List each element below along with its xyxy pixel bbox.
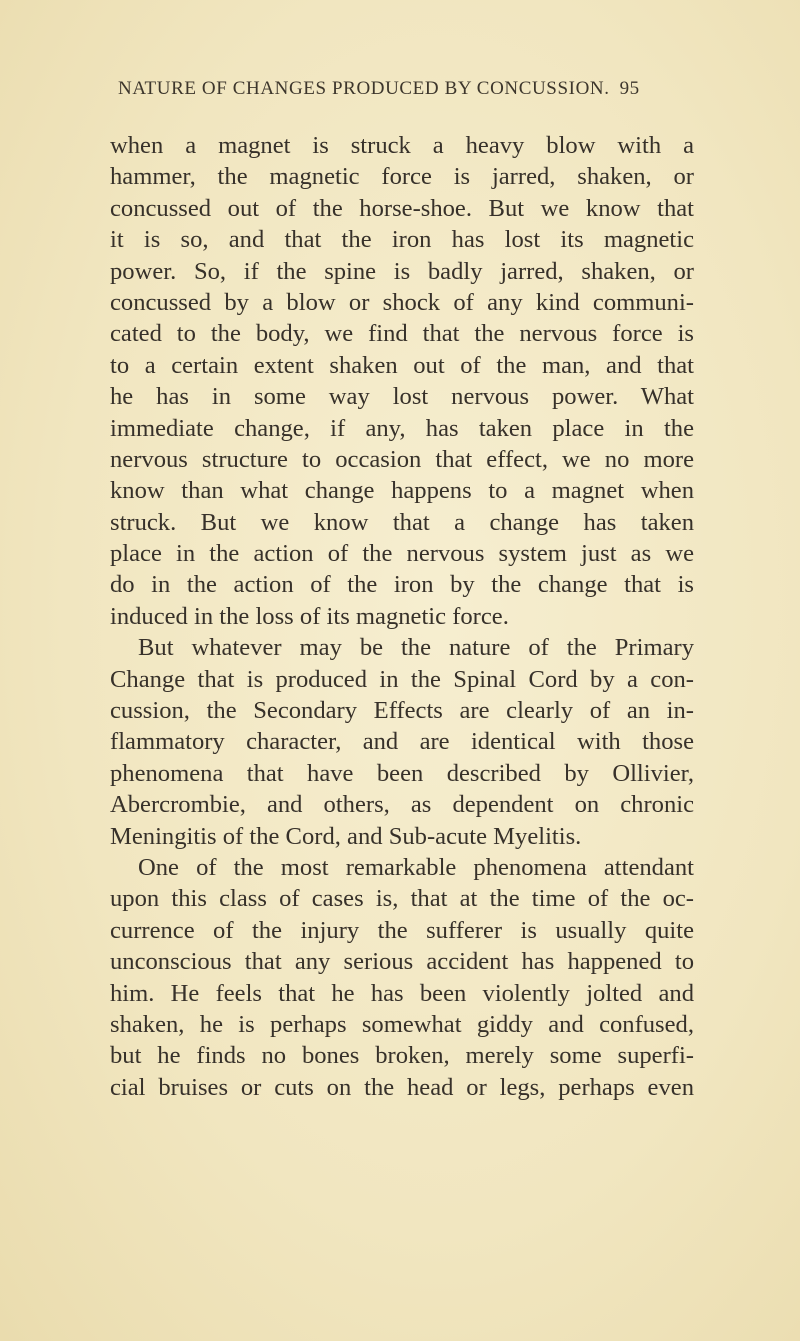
- text-line: shaken, he is perhaps somewhat giddy and confused,: [110, 1010, 694, 1038]
- paragraph-end-line: Meningitis of the Cord, and Sub-acute Myelitis.: [110, 822, 582, 850]
- text-line: cussion, the Secondary Effects are clearly of an in-: [110, 697, 694, 725]
- text-line: unconscious that any serious accident has happened to: [110, 948, 694, 976]
- running-head-title: NATURE OF CHANGES PRODUCED BY CONCUSSION.: [118, 78, 610, 99]
- running-head: [118, 78, 688, 100]
- text-line: place in the action of the nervous system just as we: [110, 540, 694, 568]
- text-line: cial bruises or cuts on the head or legs, perhaps even: [110, 1073, 694, 1101]
- page-number: 95: [619, 78, 640, 99]
- text-line: hammer, the magnetic force is jarred, shaken, or: [110, 163, 694, 191]
- text-line: he has in some way lost nervous power. What: [110, 383, 694, 411]
- text-line: immediate change, if any, has taken place in the: [110, 414, 694, 442]
- text-line: phenomena that have been described by Ollivier,: [110, 759, 694, 787]
- text-line: currence of the injury the sufferer is usually quite: [110, 916, 694, 944]
- text-line: it is so, and that the iron has lost its magnetic: [110, 226, 694, 254]
- text-line: struck. But we know that a change has taken: [110, 508, 694, 536]
- text-line: upon this class of cases is, that at the time of the oc-: [110, 885, 694, 913]
- paragraph-end-line: induced in the loss of its magnetic force.: [110, 602, 509, 630]
- text-line: nervous structure to occasion that effect, we no more: [110, 445, 694, 473]
- text-line: cated to the body, we find that the nervous force is: [110, 320, 694, 348]
- text-line: but he finds no bones broken, merely some superfi-: [110, 1042, 694, 1070]
- paragraph-start-line: One of the most remarkable phenomena attendant: [138, 853, 694, 881]
- text-line: Change that is produced in the Spinal Cord by a con-: [110, 665, 694, 693]
- paragraph-start-line: But whatever may be the nature of the Primary: [138, 634, 694, 662]
- text-line: Abercrombie, and others, as dependent on chronic: [110, 791, 694, 819]
- text-line: concussed out of the horse-shoe. But we know that: [110, 194, 694, 222]
- text-line: concussed by a blow or shock of any kind communi-: [110, 288, 694, 316]
- text-line: do in the action of the iron by the change that is: [110, 571, 694, 599]
- text-line: when a magnet is struck a heavy blow with a: [110, 132, 694, 159]
- text-line: him. He feels that he has been violently jolted and: [110, 979, 694, 1007]
- text-line: know than what change happens to a magnet when: [110, 477, 694, 505]
- text-line: to a certain extent shaken out of the man, and that: [110, 351, 694, 379]
- body-text: [110, 130, 694, 1103]
- text-line: power. So, if the spine is badly jarred, shaken, or: [110, 257, 694, 285]
- text-line: flammatory character, and are identical with those: [110, 728, 694, 756]
